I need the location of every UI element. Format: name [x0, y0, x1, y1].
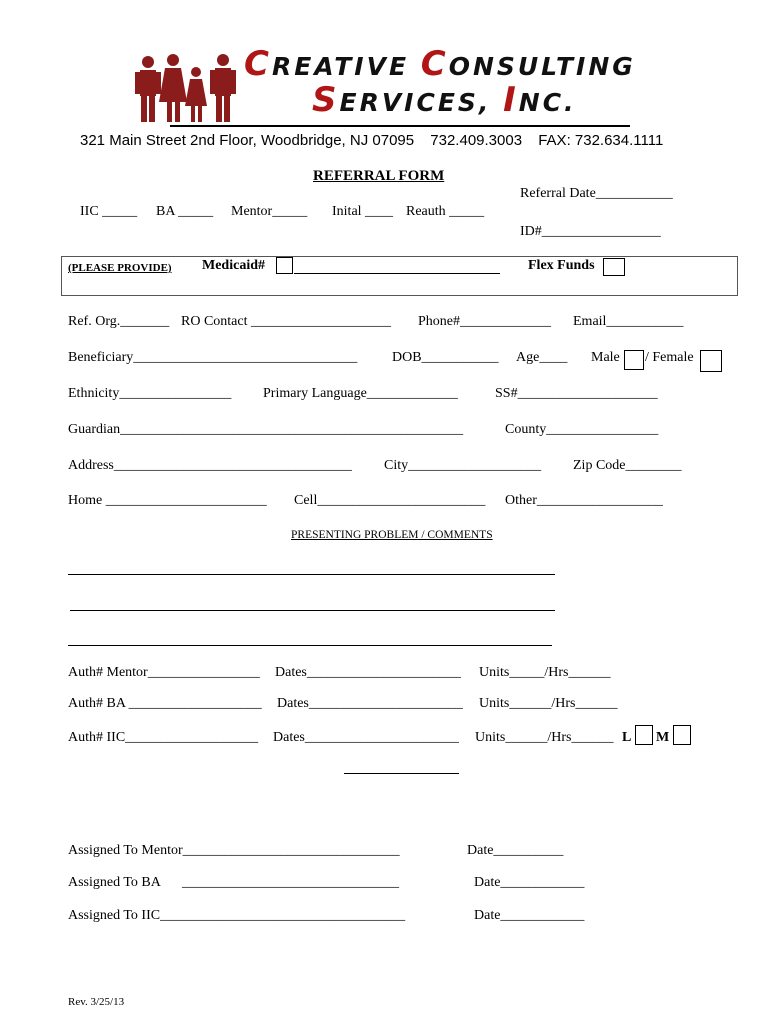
separator-line	[344, 773, 459, 774]
logo-underline	[170, 125, 630, 127]
family-figures-icon	[133, 52, 241, 124]
assigned-iic-date-field[interactable]: Date____________	[474, 908, 585, 923]
male-checkbox[interactable]	[624, 350, 644, 370]
auth-iic-dates-field[interactable]: Dates______________________	[273, 730, 459, 745]
l-checkbox[interactable]	[635, 725, 653, 745]
ro-contact-field[interactable]: RO Contact ____________________	[181, 314, 391, 329]
logo-line-2: SERVICES, INC.	[312, 80, 577, 120]
please-provide-label: (PLEASE PROVIDE)	[68, 262, 172, 274]
medicaid-number-line[interactable]	[294, 273, 500, 274]
female-checkbox[interactable]	[700, 350, 722, 372]
comment-line-3[interactable]	[68, 645, 552, 646]
address-field[interactable]: Address__________________________________	[68, 458, 352, 473]
street-address: 321 Main Street 2nd Floor, Woodbridge, NJ 07095	[80, 132, 415, 149]
zip-code-field[interactable]: Zip Code________	[573, 458, 682, 473]
dob-field[interactable]: DOB___________	[392, 350, 499, 365]
assigned-ba-label: Assigned To BA	[68, 875, 161, 890]
beneficiary-field[interactable]: Beneficiary________________________________	[68, 350, 358, 365]
id-field[interactable]: ID#_________________	[520, 224, 661, 239]
flex-funds-checkbox[interactable]	[603, 258, 625, 276]
assigned-mentor-date-field[interactable]: Date__________	[467, 843, 564, 858]
assigned-iic-field[interactable]: Assigned To IIC___________________________________	[68, 908, 406, 923]
county-field[interactable]: County________________	[505, 422, 659, 437]
other-phone-field[interactable]: Other__________________	[505, 493, 663, 508]
cell-phone-field[interactable]: Cell________________________	[294, 493, 486, 508]
auth-ba-units-field[interactable]: Units______/Hrs______	[479, 696, 618, 711]
comment-line-1[interactable]	[68, 574, 555, 575]
comment-line-2[interactable]	[70, 610, 555, 611]
company-address	[80, 132, 663, 149]
logo-initial-c: C	[244, 44, 272, 84]
ss-field[interactable]: SS#____________________	[495, 386, 658, 401]
l-label: L	[622, 730, 632, 745]
auth-ba-field[interactable]: Auth# BA ___________________	[68, 696, 262, 711]
assigned-ba-line[interactable]: _______________________________	[182, 875, 399, 890]
auth-mentor-units-field[interactable]: Units_____/Hrs______	[479, 665, 611, 680]
ba-field[interactable]: BA _____	[156, 204, 214, 219]
home-phone-field[interactable]: Home _______________________	[68, 493, 267, 508]
ref-org-field[interactable]: Ref. Org._______	[68, 314, 170, 329]
form-title: REFERRAL FORM	[313, 168, 445, 184]
guardian-field[interactable]: Guardian_________________________________________________	[68, 422, 464, 437]
auth-mentor-dates-field[interactable]: Dates______________________	[275, 665, 461, 680]
medicaid-checkbox[interactable]	[276, 257, 293, 274]
ethnicity-field[interactable]: Ethnicity________________	[68, 386, 232, 401]
company-fax: FAX: 732.634.1111	[538, 132, 664, 149]
revision-label: Rev. 3/25/13	[68, 996, 125, 1008]
auth-iic-field[interactable]: Auth# IIC___________________	[68, 730, 259, 745]
female-label: / Female	[645, 350, 694, 365]
auth-mentor-field[interactable]: Auth# Mentor________________	[68, 665, 260, 680]
assigned-ba-date-field[interactable]: Date____________	[474, 875, 585, 890]
city-field[interactable]: City___________________	[384, 458, 542, 473]
auth-ba-dates-field[interactable]: Dates______________________	[277, 696, 463, 711]
company-phone: 732.409.3003	[430, 132, 523, 149]
assigned-mentor-field[interactable]: Assigned To Mentor_______________________________	[68, 843, 400, 858]
m-label: M	[656, 730, 670, 745]
primary-language-field[interactable]: Primary Language_____________	[263, 386, 458, 401]
email-field[interactable]: Email___________	[573, 314, 684, 329]
m-checkbox[interactable]	[673, 725, 691, 745]
auth-iic-units-field[interactable]: Units______/Hrs______	[475, 730, 614, 745]
initial-field[interactable]: Inital ____	[332, 204, 394, 219]
age-field[interactable]: Age____	[516, 350, 568, 365]
referral-date-field[interactable]: Referral Date___________	[520, 186, 673, 201]
phone-field[interactable]: Phone#_____________	[418, 314, 551, 329]
mentor-field[interactable]: Mentor_____	[231, 204, 308, 219]
iic-field[interactable]: IIC _____	[80, 204, 138, 219]
male-label: Male	[591, 350, 620, 365]
presenting-problem-heading: PRESENTING PROBLEM / COMMENTS	[291, 529, 493, 541]
logo-line-1: CREATIVE CONSULTING	[244, 44, 636, 84]
medicaid-label: Medicaid#	[202, 258, 265, 273]
flex-funds-label: Flex Funds	[528, 258, 595, 273]
reauth-field[interactable]: Reauth _____	[406, 204, 485, 219]
